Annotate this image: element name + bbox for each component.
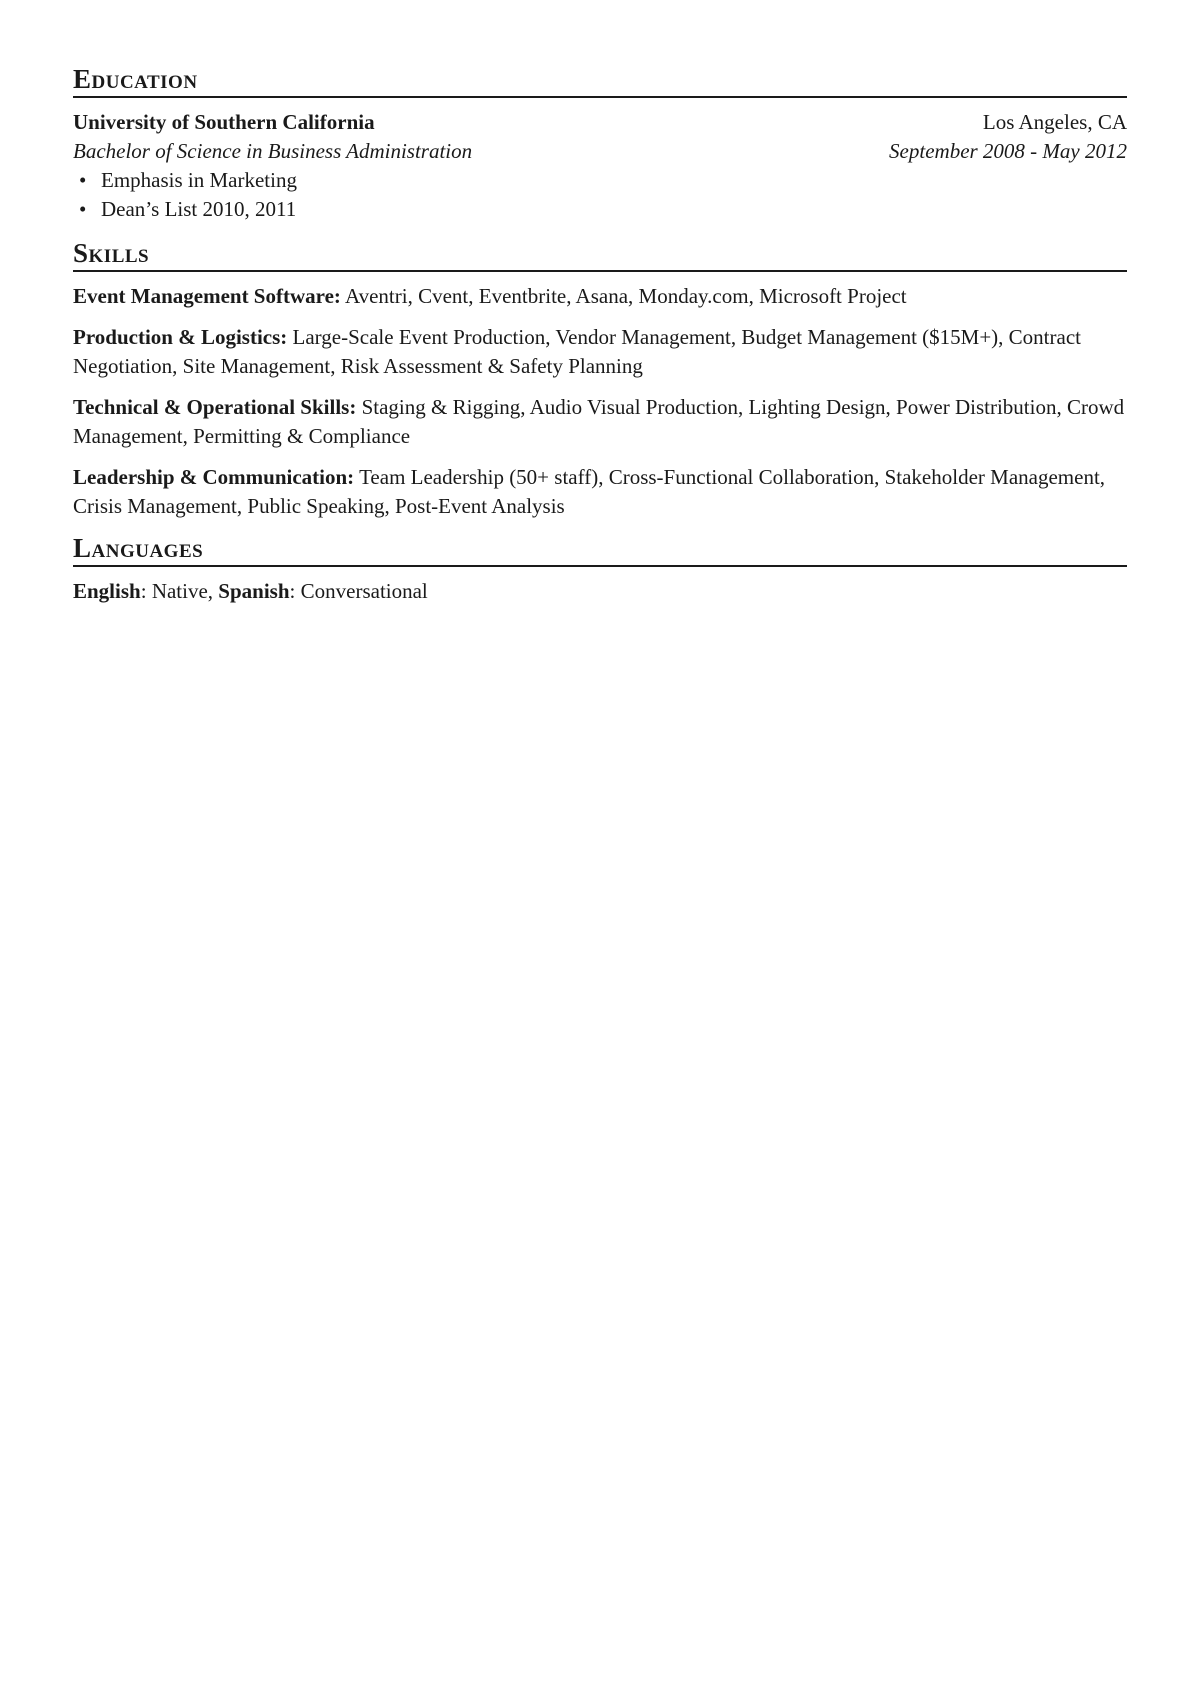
- language-level: Native: [151, 579, 208, 603]
- skills-list: [73, 272, 1127, 521]
- resume-page: [73, 64, 1127, 618]
- skill-label: Technical & Operational Skills:: [73, 395, 357, 419]
- language-level: Conversational: [300, 579, 428, 603]
- skills-section: [73, 238, 1127, 521]
- education-dates: September 2008 - May 2012: [889, 139, 1127, 163]
- skill-item: [73, 282, 1127, 311]
- skill-label: Production & Logistics:: [73, 325, 288, 349]
- bullet-text: Emphasis in Marketing: [101, 168, 297, 192]
- bullet-icon: •: [79, 168, 87, 192]
- languages-heading: Languages: [73, 533, 1127, 567]
- school-name: University of Southern California: [73, 110, 375, 134]
- skill-text: Team Leadership (50+ staff), Cross-Functional Collaboration, Stakeholder Management, Crisis Management, Public Speaking, Post-Event Analysis: [73, 465, 1106, 518]
- bullet-icon: •: [79, 197, 87, 221]
- education-row-1: [73, 108, 1127, 137]
- education-heading: Education: [73, 64, 1127, 98]
- skill-item: [73, 463, 1127, 521]
- education-entry: [73, 98, 1127, 224]
- skill-text: Aventri, Cvent, Eventbrite, Asana, Monday.com, Microsoft Project: [345, 284, 907, 308]
- skill-text: Staging & Rigging, Audio Visual Production, Lighting Design, Power Distribution, Crowd Management, Permitting & Compliance: [73, 395, 1125, 448]
- education-row-2: [73, 137, 1127, 166]
- education-bullets: [73, 166, 1127, 224]
- list-item: [79, 195, 1127, 224]
- bullet-text: Dean’s List 2010, 2011: [101, 197, 297, 221]
- language-name: English: [73, 579, 141, 603]
- skill-item: [73, 323, 1127, 381]
- language-name: Spanish: [218, 579, 290, 603]
- school-location: Los Angeles, CA: [982, 110, 1127, 134]
- languages-section: [73, 533, 1127, 606]
- languages-line: English: Native, Spanish: Conversational: [73, 579, 428, 603]
- degree: Bachelor of Science in Business Administration: [73, 139, 473, 163]
- skills-heading: Skills: [73, 238, 1127, 272]
- skill-label: Event Management Software:: [73, 284, 341, 308]
- skill-label: Leadership & Communication:: [73, 465, 355, 489]
- list-item: [79, 166, 1127, 195]
- skill-item: [73, 393, 1127, 451]
- skill-text: Large-Scale Event Production, Vendor Management, Budget Management ($15M+), Contract Negotiation, Site Management, Risk Assessment & Safety Planning: [73, 325, 1081, 378]
- education-section: [73, 64, 1127, 224]
